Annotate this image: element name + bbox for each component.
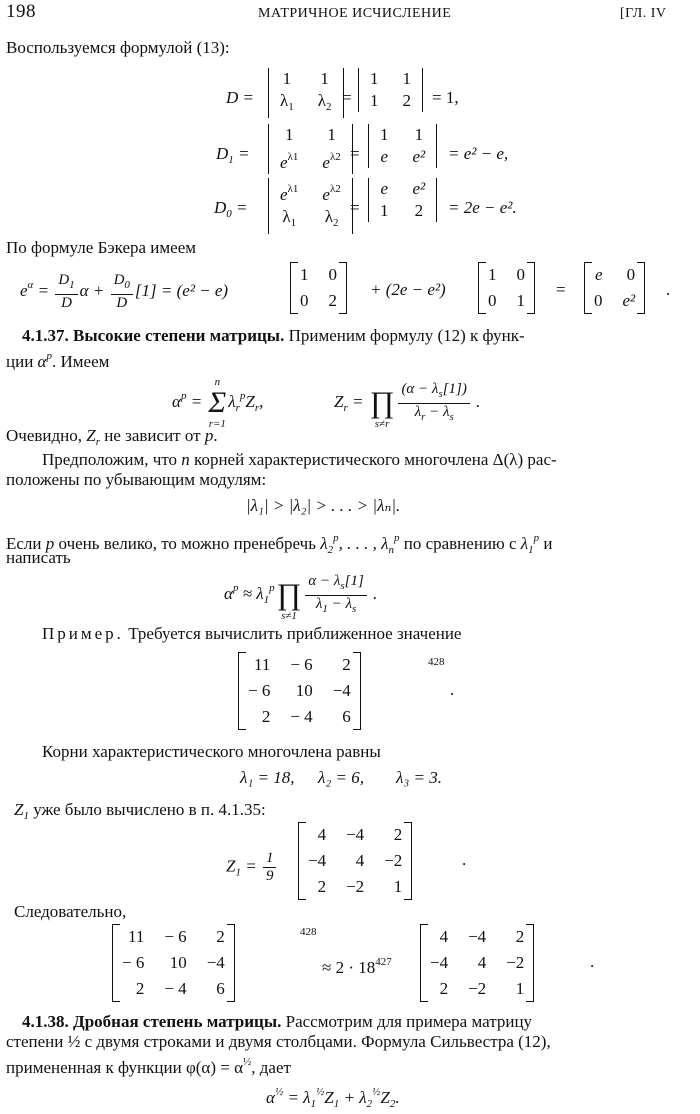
matrix-a-power: 11 − 6 2 − 6 10 −4 2 − 4 6 <box>112 924 235 1002</box>
matrix-z1-final: 4 −4 2 −4 4 −2 2 −2 1 <box>420 924 534 1002</box>
section-38-line1: 4.1.38. Дробная степень матрицы. Рассмотрим для примера матрицу <box>22 1012 533 1031</box>
approx-const: ≈ $2 \cdot 18^{427}$ <box>322 956 392 977</box>
section-37-line2: ции $\alpha^p$. Имеем <box>6 350 110 371</box>
book-page: 198 МАТРИЧНОЕ ИСЧИСЛЕНИЕ [ГЛ. IV Воспользуемся формулой (13): D = 1 1 $\lambda_1$ $\lambda_2$ = 1 1 1 2 = 1, $D_1$ = 1 1 $e^{\lambda 1}$ $e^{\lambda 2}$ = 1 1 e e² = e² − e, $D_0$ = $e^{\lambda 1}$ $e^{\lambda 2}$ $\lambda_1$ $\lambda_2$ = e e² 1 2 = 2e − e². По формуле Бэкера имеем $e^\alpha$ = $\frac{D_1}{D}$ α + $\frac{D_0}{D}$ [1] = (e² − e) 1 0 0 2 + (2e − e²) 1 0 0 1 = e 0 0 e² . 4.1.37. Высокие степени матрицы. Применим формулу (12) к функ- ции $\alpha^p$. Имеем $\alpha^p$ = n Σ r=1 $\lambda_r^pZ_r$, $Z_r$ = ∏ s≠r $\frac{(\alpha - \lambda_s[1])}{\lambda_r - \lambda_s}$ . Очевидно, $Z_r$ не зависит от p. Предположим, что n корней характеристического многочлена Δ(λ) рас- положены по убывающим модулям: |λ₁| > |λ₂| > . . . > |λₙ|. Если p очень велико, то можно пренебречь $\lambda_2^p$, . . . , $\lambda_n^p$ по сравнению с $\lambda_1^p$ и написать $\alpha^p \approx \lambda_1^p$ ∏ s≠1 $\frac{\alpha - \lambda_s[1]}{\lambda_1 - \lambda_s}$ . Пример. Требуется вычислить приближенное значение 11 − 6 2 − 6 10 −4 2 − 4 6 428 . Корни характеристического многочлена равны λ₁ = 18, λ₂ = 6, λ₃ = 3. $Z_1$ уже было вычислено в п. 4.1.35: $Z_1$ = $\frac{1}{9}$ 4 −4 2 −4 4 −2 2 −2 1 . Следовательно, 11 − 6 2 − 6 10 −4 2 − 4 6 428 ≈ $2 \cdot 18^{427}$ 4 −4 2 −4 4 −2 2 −2 1 . 4.1.38. Дробная степень матрицы. Рассмотрим для примера матрицу степени ½ с двумя строками и двумя столбцами. Формула Сильвестра (12), примененная к функции $\varphi(\alpha) = \alpha^{\frac{1}{2}}$, дает $\alpha^{\frac{1}{2}} = \lambda_1^{\frac{1}{2}}Z_1 + \lambda_2^{\frac{1}{2}}Z_2$. <box>0 0 700 1114</box>
d1-label: $D_1$ = <box>216 144 250 166</box>
suppose-line2: положены по убывающим модулям: <box>6 470 267 489</box>
matrix-a: 11 − 6 2 − 6 10 −4 2 − 4 6 <box>238 652 361 730</box>
d0-label: $D_0$ = <box>214 198 248 220</box>
baker-formula: $e^\alpha$ = $\frac{D_1}{D}$ α + $\frac{D_0}{D}$ [1] = (e² − e) <box>20 272 229 311</box>
det-d1-left: 1 1 $e^{\lambda 1}$ $e^{\lambda 2}$ <box>268 124 353 174</box>
d0-result: = 2e − e². <box>448 198 517 217</box>
product-formula: $Z_r$ = ∏ s≠r $\frac{(\alpha - \lambda_s[1])}{\lambda_r - \lambda_s}$ . <box>334 380 481 430</box>
ifp-line1: Если p очень велико, то можно пренебречь $\lambda_2^p$, . . . , $\lambda_n^p$ по сравнению с $\lambda_1^p$ и <box>6 532 553 556</box>
power-428-b: 428 <box>300 926 317 938</box>
det-d1-right: 1 1 e e² <box>368 124 437 168</box>
roots-line: Корни характеристического многочлена равны <box>42 742 381 761</box>
approx-formula: $\alpha^p \approx \lambda_1^p$ ∏ s≠1 $\frac{\alpha - \lambda_s[1]}{\lambda_1 - \lambda_s}$ . <box>224 572 378 622</box>
matrix-diag12: 1 0 0 2 <box>290 262 347 314</box>
baker-line: По формуле Бэкера имеем <box>6 238 197 257</box>
section-37-line1: 4.1.37. Высокие степени матрицы. Применим формулу (12) к функ- <box>22 326 525 345</box>
section-38-line2: степени ½ с двумя строками и двумя столбцами. Формула Сильвестра (12), <box>6 1032 551 1051</box>
suppose-line1: Предположим, что n корней характеристического многочлена Δ(λ) рас- <box>42 450 557 469</box>
matrix-z1: 4 −4 2 −4 4 −2 2 −2 1 <box>298 822 412 900</box>
chapter-label: [ГЛ. IV <box>620 6 667 21</box>
power-428: 428 <box>428 656 445 668</box>
sylvester-formula: $\alpha^{\frac{1}{2}} = \lambda_1^{\frac{1}{2}}Z_1 + \lambda_2^{\frac{1}{2}}Z_2$. <box>266 1086 400 1110</box>
d-label: D = <box>226 88 254 107</box>
matrix-identity: 1 0 0 1 <box>478 262 535 314</box>
ifp-line2: написать <box>6 548 71 567</box>
root-1: λ₁ = 18, <box>240 768 295 787</box>
z1-label: $Z_1$ = $\frac{1}{9}$ <box>226 850 278 885</box>
running-title: МАТРИЧНОЕ ИСЧИСЛЕНИЕ <box>258 6 452 21</box>
d-result: = 1, <box>432 88 459 107</box>
page-number: 198 <box>6 1 36 22</box>
d1-result: = e² − e, <box>448 144 509 163</box>
example-line: Пример. Требуется вычислить приближенное значение <box>42 624 462 643</box>
det-d-right: 1 1 1 2 <box>358 68 423 112</box>
modulus-chain: |λ₁| > |λ₂| > . . . > |λₙ|. <box>246 496 401 515</box>
det-d0-right: e e² 1 2 <box>368 178 437 222</box>
z1-line: $Z_1$ уже было вычислено в п. 4.1.35: <box>14 800 266 822</box>
therefore-line: Следовательно, <box>14 902 127 921</box>
section-38-line3: примененная к функции $\varphi(\alpha) = \alpha^{\frac{1}{2}}$, дает <box>6 1056 291 1077</box>
matrix-result-e: e 0 0 e² <box>584 262 645 314</box>
det-d-left: 1 1 $\lambda_1$ $\lambda_2$ <box>268 68 344 118</box>
intro-line: Воспользуемся формулой (13): <box>6 38 230 57</box>
root-2: λ₂ = 6, <box>318 768 364 787</box>
sum-formula: $\alpha^p$ = n Σ r=1 $\lambda_r^pZ_r$, <box>172 376 264 430</box>
obvious-line: Очевидно, $Z_r$ не зависит от p. <box>6 426 218 448</box>
root-3: λ₃ = 3. <box>396 768 442 787</box>
det-d0-left: $e^{\lambda 1}$ $e^{\lambda 2}$ $\lambda_1$ $\lambda_2$ <box>268 178 353 234</box>
